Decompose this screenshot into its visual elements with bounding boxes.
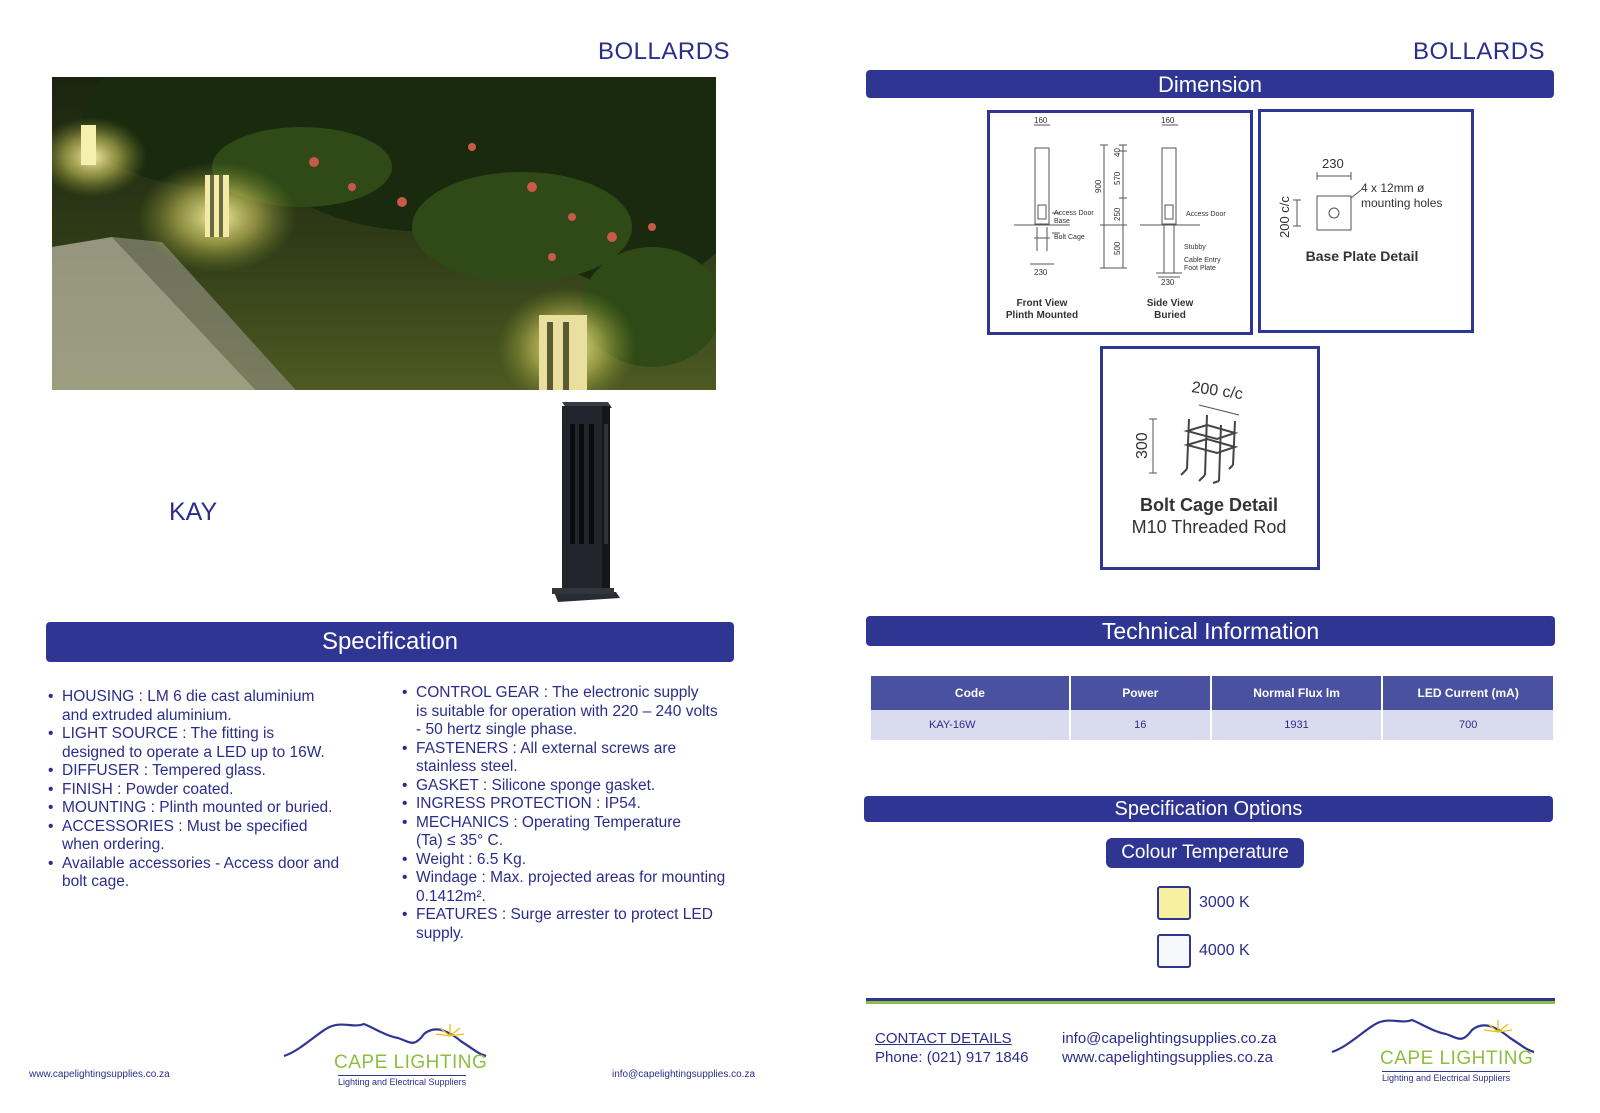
spec-item: • HOUSING : LM 6 die cast aluminium and extruded aluminium. (46, 688, 366, 725)
spec-item: • FASTENERS : All external screws are stainless steel. (400, 740, 745, 777)
technical-information-title: Technical Information (1101, 618, 1320, 644)
contact-details-title: CONTACT DETAILS (875, 1030, 1012, 1047)
dim-height-570: 570 (1113, 171, 1122, 185)
colour-swatch-3000k[interactable] (1157, 886, 1191, 920)
left-page-title: BOLLARDS (598, 38, 731, 65)
dimension-title: Dimension (1158, 72, 1262, 97)
spec-item: • LIGHT SOURCE : The fitting is designed to operate a LED up to 16W. (46, 725, 366, 762)
product-name: KAY (169, 498, 218, 526)
base-plate-height: 200 c/c (1277, 196, 1292, 238)
colour-swatch-4000k[interactable] (1157, 934, 1191, 968)
front-side-view-box (987, 110, 1253, 335)
bolt-cage-caption: Bolt Cage Detail (1139, 495, 1279, 515)
colour-temperature-label (1106, 838, 1304, 868)
bollard-product-image (552, 402, 622, 612)
table-header-led-current: LED Current (mA) (1383, 676, 1553, 710)
colour-option-3000k-label: 3000 K (1199, 894, 1250, 911)
front-view-subcaption: Plinth Mounted (1005, 310, 1079, 321)
spec-item: • GASKET : Silicone sponge gasket. (400, 777, 745, 796)
front-label-bolt-cage: Bolt Cage (1054, 234, 1085, 241)
base-plate-box (1258, 109, 1474, 333)
specification-title: Specification (321, 628, 459, 655)
spec-item: • Weight : 6.5 Kg. (400, 851, 745, 870)
bolt-cage-top-dim: 200 c/c (1190, 379, 1244, 404)
table-cell-led-current: 700 (1383, 710, 1553, 740)
dim-height-900: 900 (1094, 179, 1103, 193)
logo-tagline: Lighting and Electrical Suppliers (338, 1077, 467, 1087)
side-label-access-door: Access Door (1186, 211, 1226, 218)
front-view-caption: Front View (1016, 298, 1068, 309)
base-plate-caption: Base Plate Detail (1305, 248, 1419, 264)
right-page-title: BOLLARDS (1413, 38, 1546, 65)
bolt-cage-box (1100, 346, 1320, 570)
colour-option-4000k-label: 4000 K (1199, 942, 1250, 959)
side-view-subcaption: Buried (1154, 310, 1186, 321)
spec-item: • INGRESS PROTECTION : IP54. (400, 795, 745, 814)
spec-item: • ACCESSORIES : Must be specified when ordering. (46, 818, 366, 855)
table-header-flux: Normal Flux lm (1212, 676, 1382, 710)
side-dim-top: 160 (1161, 116, 1175, 125)
spec-item: • FINISH : Powder coated. (46, 781, 366, 800)
cape-lighting-logo (282, 1020, 488, 1092)
front-label-base: Base (1054, 218, 1070, 225)
base-plate-holes-line2: mounting holes (1361, 196, 1443, 210)
table-cell-flux: 1931 (1212, 710, 1382, 740)
spec-item: • Windage : Max. projected areas for mounting 0.1412m². (400, 869, 745, 906)
side-label-cable-entry: Cable Entry (1184, 257, 1221, 264)
colour-temperature-title: Colour Temperature (1121, 842, 1289, 863)
logo-name: CAPE LIGHTING (334, 1052, 488, 1073)
contact-website-link[interactable]: www.capelightingsupplies.co.za (1062, 1049, 1273, 1066)
side-label-stubby: Stubby (1184, 244, 1206, 251)
cape-lighting-logo-right (1330, 1016, 1536, 1088)
table-cell-power: 16 (1071, 710, 1210, 740)
side-label-foot-plate: Foot Plate (1184, 265, 1216, 272)
specification-bar (46, 622, 734, 662)
footer-website-link[interactable]: www.capelightingsupplies.co.za (29, 1069, 170, 1080)
base-plate-holes-line1: 4 x 12mm ø (1361, 181, 1425, 195)
front-label-access-door: Access Door (1054, 210, 1094, 217)
specification-options-title: Specification Options (1114, 798, 1303, 820)
dim-height-250: 250 (1113, 207, 1122, 221)
contact-phone: Phone: (021) 917 1846 (875, 1049, 1029, 1066)
spec-item: • CONTROL GEAR : The electronic supply is suitable for operation with 220 – 240 volts - 50 hertz single phase. (400, 684, 745, 740)
base-plate-width: 230 (1322, 156, 1344, 171)
spec-list-left (46, 688, 366, 892)
footer-email-link[interactable]: info@capelightingsupplies.co.za (612, 1069, 756, 1080)
front-dim-top: 160 (1034, 116, 1048, 125)
bolt-cage-subcaption: M10 Threaded Rod (1131, 517, 1287, 537)
footer-divider (866, 998, 1555, 1004)
spec-item: • MOUNTING : Plinth mounted or buried. (46, 799, 366, 818)
technical-table (869, 676, 1555, 740)
spec-item: • MECHANICS : Operating Temperature (Ta) ≤ 35° C. (400, 814, 745, 851)
specification-options-bar (864, 796, 1553, 822)
table-cell-code: KAY-16W (871, 710, 1069, 740)
spec-item: • Available accessories - Access door and bolt cage. (46, 855, 366, 892)
table-header-code: Code (871, 676, 1069, 710)
dimension-bar (866, 70, 1554, 98)
logo-name-right: CAPE LIGHTING (1380, 1048, 1534, 1069)
spec-item: • DIFFUSER : Tempered glass. (46, 762, 366, 781)
spec-list-right (400, 684, 745, 943)
dim-height-500: 500 (1113, 241, 1122, 255)
spec-item: • FEATURES : Surge arrester to protect LED supply. (400, 906, 745, 943)
side-view-caption: Side View (1146, 298, 1194, 309)
bollard-night-photo (52, 77, 716, 390)
logo-tagline-right: Lighting and Electrical Suppliers (1382, 1073, 1511, 1083)
table-header-power: Power (1071, 676, 1210, 710)
dim-height-40: 40 (1113, 148, 1122, 157)
side-dim-bottom: 230 (1161, 278, 1175, 287)
front-dim-bottom: 230 (1034, 268, 1048, 277)
table-row (871, 710, 1553, 740)
contact-email-link[interactable]: info@capelightingsupplies.co.za (1062, 1030, 1277, 1047)
bolt-cage-height-dim: 300 (1134, 432, 1151, 459)
technical-information-bar (866, 616, 1555, 646)
